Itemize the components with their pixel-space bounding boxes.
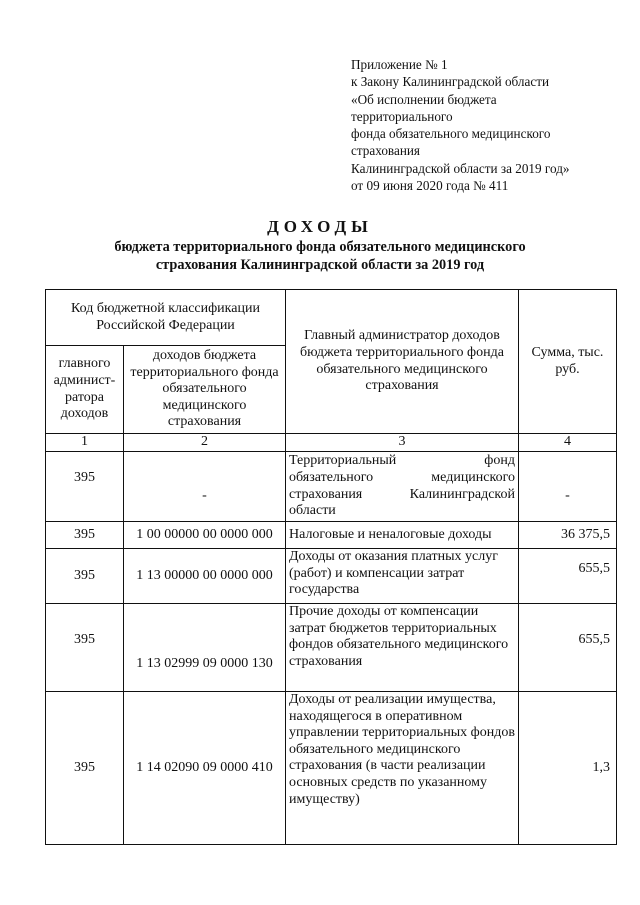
column-number: 3: [286, 434, 519, 452]
column-number-row: [46, 434, 617, 452]
sum-cell: 655,5: [519, 549, 617, 604]
admin-code-cell: 395: [46, 604, 124, 692]
income-code-cell: 1 14 02090 09 0000 410: [124, 692, 286, 845]
admin-code-cell: 395: [46, 549, 124, 604]
header-classification-group: Код бюджетной классификации Российской Федерации: [46, 290, 286, 346]
table-row: [46, 522, 617, 549]
appendix-line: к Закону Калининградской области: [351, 74, 550, 90]
income-code-cell: 1 13 02999 09 0000 130: [124, 604, 286, 692]
table-row: [46, 604, 617, 692]
table-row: [46, 692, 617, 845]
header-sum: Сумма, тыс. руб.: [519, 290, 617, 434]
income-code-cell: -: [124, 452, 286, 522]
appendix-line: «Об исполнении бюджета: [351, 91, 497, 107]
title-line-2: страхования Калининградской области за 2019 год: [155, 257, 485, 273]
sum-cell: 1,3: [519, 692, 617, 845]
table-row: [46, 549, 617, 604]
admin-name-cell: Налоговые и неналоговые доходы: [286, 522, 519, 549]
appendix-line: Калининградской области за 2019 год»: [351, 160, 570, 176]
appendix-line: от 09 июня 2020 года № 411: [351, 178, 509, 194]
appendix-line: фонда обязательного медицинского: [351, 126, 551, 142]
header-admin-name: Главный администратор доходов бюджета территориального фонда обязательного медицинского страхования: [286, 290, 519, 434]
admin-code-cell: 395: [46, 522, 124, 549]
header-income-code: доходов бюджета территориального фонда обязательного медицинского страхования: [124, 346, 286, 434]
document-title: [0, 216, 640, 274]
income-code-cell: 1 13 00000 00 0000 000: [124, 549, 286, 604]
header-row-group: [46, 290, 617, 346]
title-line-1: бюджета территориального фонда обязательного медицинского: [114, 239, 526, 255]
appendix-block: [351, 56, 611, 194]
column-number: 2: [124, 434, 286, 452]
admin-code-cell: 395: [46, 452, 124, 522]
appendix-line: Приложение № 1: [351, 57, 448, 72]
admin-name-cell: Территориальный фонд обязательного медицинского страхования Калининградской области: [286, 452, 519, 522]
admin-name-cell: Доходы от реализации имущества, находящегося в оперативном управлении территориальных фондов обязательного медицинского страхования (в части реализации основных средств по указанному имуществу): [286, 692, 519, 845]
title-main: ДОХОДЫ: [267, 217, 373, 236]
table-row: [46, 452, 617, 522]
sum-cell: -: [519, 452, 617, 522]
sum-cell: 655,5: [519, 604, 617, 692]
column-number: 4: [519, 434, 617, 452]
admin-name-cell: Доходы от оказания платных услуг (работ) и компенсации затрат государства: [286, 549, 519, 604]
income-code-cell: 1 00 00000 00 0000 000: [124, 522, 286, 549]
appendix-line: территориального: [351, 108, 453, 124]
appendix-line: страхования: [351, 143, 420, 159]
income-table: [45, 289, 617, 845]
admin-name-cell: Прочие доходы от компенсации затрат бюджетов территориальных фондов обязательного медицинского страхования: [286, 604, 519, 692]
header-admin-code: главного админист-ратора доходов: [46, 346, 124, 434]
admin-code-cell: 395: [46, 692, 124, 845]
sum-cell: 36 375,5: [519, 522, 617, 549]
column-number: 1: [46, 434, 124, 452]
